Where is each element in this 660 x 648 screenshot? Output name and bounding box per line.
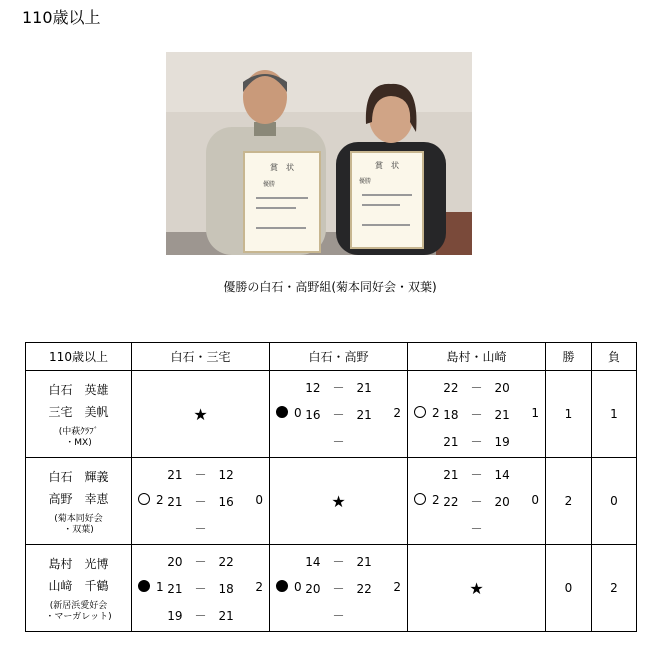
game-score: 22 － 20 [443, 381, 510, 395]
losses-count: 1 [592, 371, 637, 458]
sets-lost: 1 [531, 406, 539, 420]
sets-won: 2 [156, 493, 164, 507]
game-score: 20 － 22 [305, 582, 372, 596]
certificate-heading-left: 賞 状 [270, 163, 294, 172]
game-score: 14 － 21 [305, 555, 372, 569]
player-name: 高野 幸恵 [48, 492, 109, 506]
game-score: 21 － 12 [167, 468, 234, 482]
sets-lost: 2 [255, 580, 263, 594]
player-name: 三宅 美帆 [48, 405, 109, 419]
game-score: － [332, 609, 345, 623]
game-score: 21 － 16 [167, 495, 234, 509]
club-name: ・双葉) [63, 525, 94, 535]
game-score: 18 － 21 [443, 408, 510, 422]
award-photo-illustration [166, 52, 472, 255]
photo-caption: 優勝の白石・高野組(菊本同好会・双葉) [223, 280, 437, 294]
header-row [26, 343, 637, 371]
game-score: 21 － 19 [443, 435, 510, 449]
header-category: 110歳以上 [26, 343, 132, 371]
losses-count: 0 [592, 458, 637, 545]
club-name: (中萩ｸﾗﾌﾞ [58, 427, 99, 437]
match-cell [132, 545, 270, 632]
self-match-cell [270, 458, 408, 545]
player-name: 島村 光博 [48, 557, 109, 571]
sets-won: 0 [294, 580, 302, 594]
game-score: － [470, 522, 483, 536]
self-match-star-icon: ★ [469, 578, 484, 598]
team-cell [26, 371, 132, 458]
award-photo [166, 52, 472, 255]
table-row [26, 458, 637, 545]
table-row [26, 371, 637, 458]
wins-count: 0 [546, 545, 592, 632]
player-name: 白石 英雄 [48, 383, 109, 397]
game-score: 12 － 21 [305, 381, 372, 395]
wins-count: 1 [546, 371, 592, 458]
game-score: 19 － 21 [167, 609, 234, 623]
sets-lost: 0 [255, 493, 263, 507]
header-team-2: 白石・高野 [270, 343, 408, 371]
sets-lost: 0 [531, 493, 539, 507]
header-wins: 勝 [546, 343, 592, 371]
self-match-cell [408, 545, 546, 632]
header-team-3: 島村・山崎 [408, 343, 546, 371]
sets-won: 2 [432, 493, 440, 507]
self-match-star-icon: ★ [193, 404, 208, 424]
team-cell [26, 545, 132, 632]
certificate-rank-right: 優勝 [359, 178, 372, 185]
wins-count: 2 [546, 458, 592, 545]
table-row [26, 545, 637, 632]
match-cell [408, 458, 546, 545]
player-name: 山﨑 千鶴 [48, 579, 109, 593]
sets-lost: 2 [393, 406, 401, 420]
certificate-heading-right: 賞 状 [375, 161, 399, 170]
self-match-cell [132, 371, 270, 458]
results-table [25, 342, 637, 632]
match-cell [270, 545, 408, 632]
game-score: － [332, 435, 345, 449]
certificate-rank-left: 優勝 [263, 181, 276, 188]
losses-count: 2 [592, 545, 637, 632]
page-title: 110歳以上 [22, 8, 101, 27]
sets-won: 0 [294, 406, 302, 420]
team-cell [26, 458, 132, 545]
match-cell [132, 458, 270, 545]
game-score: － [194, 522, 207, 536]
game-score: 20 － 22 [167, 555, 234, 569]
match-cell [408, 371, 546, 458]
header-team-1: 白石・三宅 [132, 343, 270, 371]
game-score: 21 － 14 [443, 468, 510, 482]
match-cell [270, 371, 408, 458]
sets-won: 1 [156, 580, 164, 594]
game-score: 22 － 20 [443, 495, 510, 509]
club-name: (菊本同好会 [54, 514, 103, 524]
club-name: ・MX) [65, 438, 92, 448]
game-score: 21 － 18 [167, 582, 234, 596]
header-losses: 負 [592, 343, 637, 371]
sets-won: 2 [432, 406, 440, 420]
sets-lost: 2 [393, 580, 401, 594]
player-name: 白石 輝義 [48, 470, 109, 484]
club-name: (新居浜愛好会 [49, 601, 108, 611]
game-score: 16 － 21 [305, 408, 372, 422]
self-match-star-icon: ★ [331, 491, 346, 511]
club-name: ・マーガレット) [45, 612, 112, 622]
